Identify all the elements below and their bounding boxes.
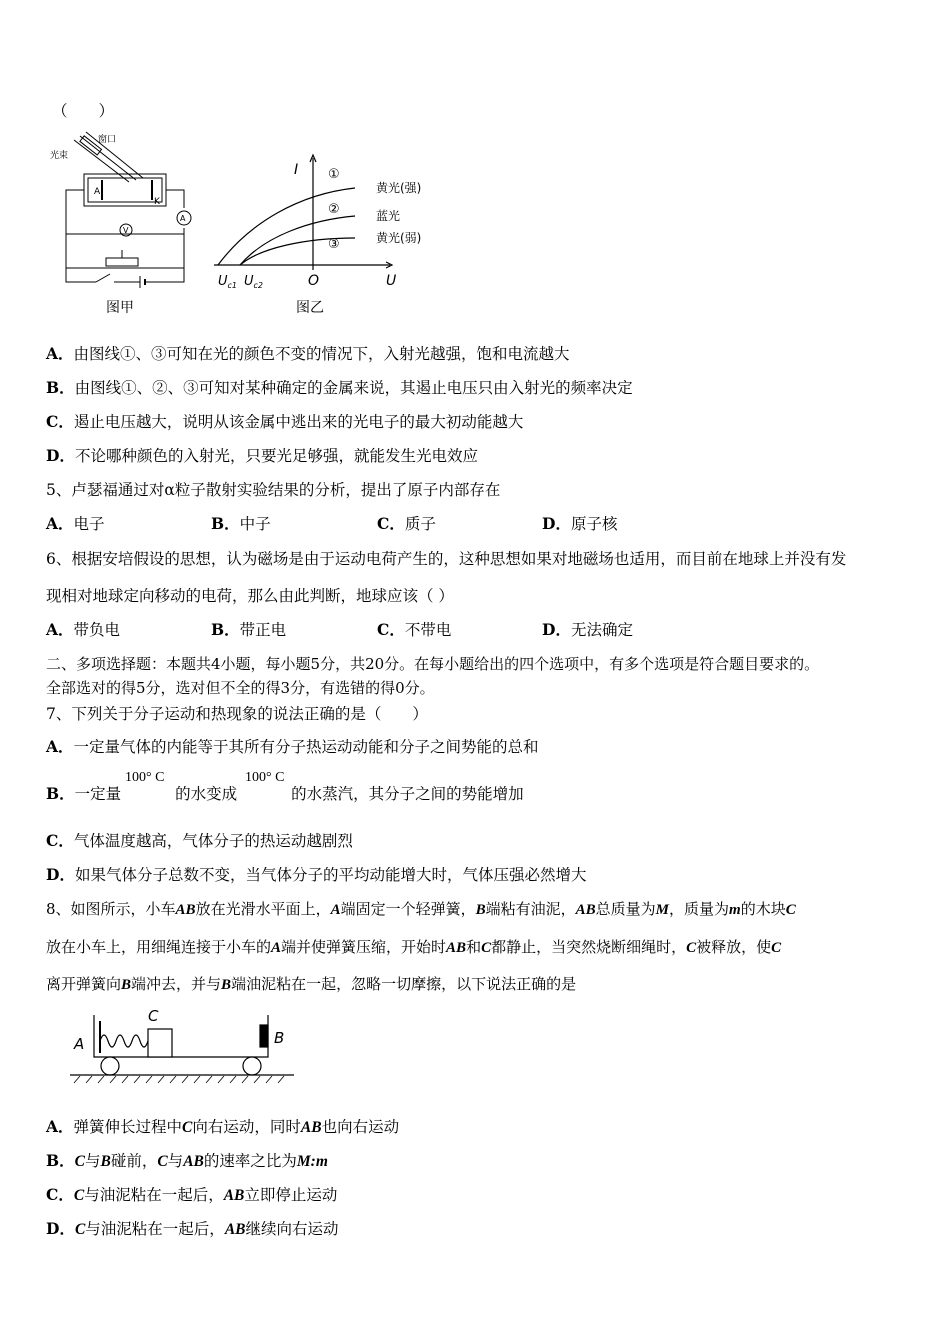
- variable: B: [221, 977, 232, 993]
- q6-stem-line1: 6、根据安培假设的思想，认为磁场是由于运动电荷产生的，这种思想如果对地磁场也适用，而目前在地球上并没有发: [46, 550, 847, 568]
- q8-option-a: A．弹簧伸长过程中C向右运动，同时AB也向右运动: [46, 1117, 400, 1136]
- variable: AB: [446, 940, 467, 956]
- text-segment: 端固定一个轻弹簧，: [340, 900, 476, 918]
- axis-i-label: I: [294, 162, 299, 178]
- variable: AB: [183, 1153, 204, 1170]
- variable: C: [74, 1153, 85, 1170]
- cart-label-c: C: [148, 1007, 159, 1025]
- cart-label-b: B: [274, 1029, 285, 1047]
- label-beam: 光束: [50, 151, 69, 161]
- q5-option-d: D．原子核: [542, 514, 618, 533]
- variable: AB: [175, 902, 196, 918]
- label-anode: A: [94, 187, 101, 197]
- figure-jia-circuit: [44, 130, 194, 320]
- axis-u-label: U: [386, 273, 397, 289]
- text-segment: 向右运动，同时: [192, 1118, 301, 1136]
- origin-label: O: [308, 273, 320, 289]
- caption-yi: 图乙: [296, 300, 324, 316]
- figure-yi-iu-curves: [210, 150, 450, 320]
- caption-jia: 图甲: [106, 300, 134, 316]
- text-segment: 也向右运动: [321, 1118, 400, 1136]
- text-segment: 与: [84, 1152, 101, 1170]
- ammeter-symbol: A: [180, 214, 186, 223]
- variable: C: [74, 1221, 86, 1238]
- q8-option-c: C．C与油泥粘在一起后，AB立即停止运动: [46, 1185, 338, 1204]
- q5-option-a: A．电子: [46, 514, 105, 533]
- voltmeter-symbol: V: [123, 226, 129, 235]
- text-segment: 端冲去，并与: [131, 975, 222, 993]
- variable: C: [771, 940, 782, 956]
- uc1-label: $U_{c1}$: [218, 274, 238, 290]
- text-segment: 被释放，使: [696, 938, 772, 956]
- q5-option-b: B．中子: [211, 514, 271, 533]
- q6-option-b: B．带正电: [211, 620, 287, 639]
- text-segment: 立即停止运动: [244, 1186, 338, 1204]
- q7-option-c: C．气体温度越高，气体分子的热运动越剧烈: [46, 831, 353, 850]
- text-segment: 的速率之比为: [203, 1152, 297, 1170]
- variable: m: [729, 902, 741, 918]
- cart-label-a: A: [74, 1035, 85, 1053]
- text-segment: 与油泥粘在一起后，: [84, 1186, 224, 1204]
- variable: C: [481, 940, 492, 956]
- section2-line1: 二、多项选择题：本题共4小题，每小题5分，共20分。在每小题给出的四个选项中，有多个选项是符合题目要求的。: [46, 655, 820, 673]
- variable: B: [121, 977, 132, 993]
- variable: M: [655, 902, 670, 918]
- text-segment: 与: [167, 1152, 184, 1170]
- q4-option-c: C．遏止电压越大，说明从该金属中逃出来的光电子的最大初动能越大: [46, 412, 524, 431]
- variable: M:m: [296, 1153, 328, 1170]
- variable: AB: [300, 1119, 322, 1136]
- text-segment: 总质量为: [595, 900, 656, 918]
- variable: C: [73, 1187, 85, 1204]
- q8-stem-line3: [46, 974, 576, 995]
- label-window: 窗口: [98, 135, 117, 145]
- text-segment: 端油泥粘在一起，忽略一切摩擦，以下说法正确的是: [231, 975, 577, 993]
- text-segment: ，质量为: [669, 900, 730, 918]
- q8-option-d: D．C与油泥粘在一起后，AB继续向右运动: [46, 1219, 339, 1238]
- q4-option-d: D．不论哪种颜色的入射光，只要光足够强，就能发生光电效应: [46, 446, 478, 465]
- q5-stem: 5、卢瑟福通过对α粒子散射实验结果的分析，提出了原子内部存在: [46, 481, 501, 499]
- variable: C: [785, 902, 796, 918]
- variable: B: [100, 1153, 111, 1170]
- text-segment: 端并使弹簧压缩，开始时: [281, 938, 447, 956]
- text-segment: 离开弹簧向: [46, 975, 122, 993]
- curve-3-number: ③: [328, 237, 340, 252]
- section2-line2: 全部选对的得5分，选对但不全的得3分，有选错的得0分。: [46, 679, 435, 697]
- text-segment: 继续向右运动: [245, 1220, 339, 1238]
- variable: A: [271, 940, 282, 956]
- q5-option-c: C．质子: [377, 514, 436, 533]
- curve-1-number: ①: [328, 167, 340, 182]
- variable: AB: [223, 1187, 245, 1204]
- variable: B: [475, 902, 486, 918]
- curve-2-label: 蓝光: [376, 209, 401, 223]
- text-segment: 和: [466, 938, 482, 956]
- variable: A: [330, 902, 341, 918]
- label-cathode: K: [154, 197, 160, 207]
- temp-100c-first: 100° C: [125, 770, 165, 785]
- q6-option-c: C．不带电: [377, 620, 452, 639]
- q8-stem-line1: [46, 899, 796, 920]
- q7-option-a: A．一定量气体的内能等于其所有分子热运动动能和分子之间势能的总和: [46, 737, 539, 756]
- text-segment: 端粘有油泥，: [485, 900, 576, 918]
- curve-1-label: 黄光(强): [376, 181, 422, 195]
- text-segment: 的木块: [740, 900, 786, 918]
- q6-option-a: A．带负电: [46, 620, 121, 639]
- text-segment: 弹簧伸长过程中: [73, 1118, 183, 1136]
- variable: C: [157, 1153, 168, 1170]
- q4-option-a: A．由图线①、③可知在光的颜色不变的情况下，入射光越强，饱和电流越大: [46, 344, 570, 363]
- q7-option-b: B．一定量 的水变成 的水蒸汽，其分子之间的势能增加: [46, 784, 524, 803]
- variable: AB: [575, 902, 596, 918]
- q6-option-d: D．无法确定: [542, 620, 633, 639]
- q6-stem-line2: 现相对地球定向移动的电荷，那么由此判断，地球应该（ ）: [46, 587, 454, 605]
- q4-option-b: B．由图线①、②、③可知对某种确定的金属来说，其遏止电压只由入射光的频率决定: [46, 378, 633, 397]
- figure-cart-spring: [66, 1003, 301, 1093]
- answer-bracket: （ ）: [52, 102, 115, 120]
- q7-option-d: D．如果气体分子总数不变，当气体分子的平均动能增大时，气体压强必然增大: [46, 865, 587, 884]
- variable: C: [686, 940, 697, 956]
- text-segment: 8、如图所示，小车: [46, 900, 176, 918]
- curve-3-label: 黄光(弱): [376, 231, 422, 245]
- q7-stem: 7、下列关于分子运动和热现象的说法正确的是（ ）: [46, 705, 428, 723]
- q8-stem-line2: [46, 937, 781, 958]
- uc2-label: $U_{c2}$: [244, 274, 264, 290]
- text-segment: 与油泥粘在一起后，: [85, 1220, 225, 1238]
- text-segment: 放在光滑水平面上，: [195, 900, 331, 918]
- temp-100c-second: 100° C: [245, 770, 285, 785]
- q8-option-b: B．C与B碰前，C与AB的速率之比为M:m: [46, 1151, 328, 1170]
- variable: AB: [224, 1221, 246, 1238]
- text-segment: 碰前，: [110, 1152, 158, 1170]
- curve-2-number: ②: [328, 202, 340, 217]
- variable: C: [182, 1119, 193, 1136]
- text-segment: 放在小车上，用细绳连接于小车的: [46, 938, 272, 956]
- text-segment: 都静止，当突然烧断细绳时，: [491, 938, 687, 956]
